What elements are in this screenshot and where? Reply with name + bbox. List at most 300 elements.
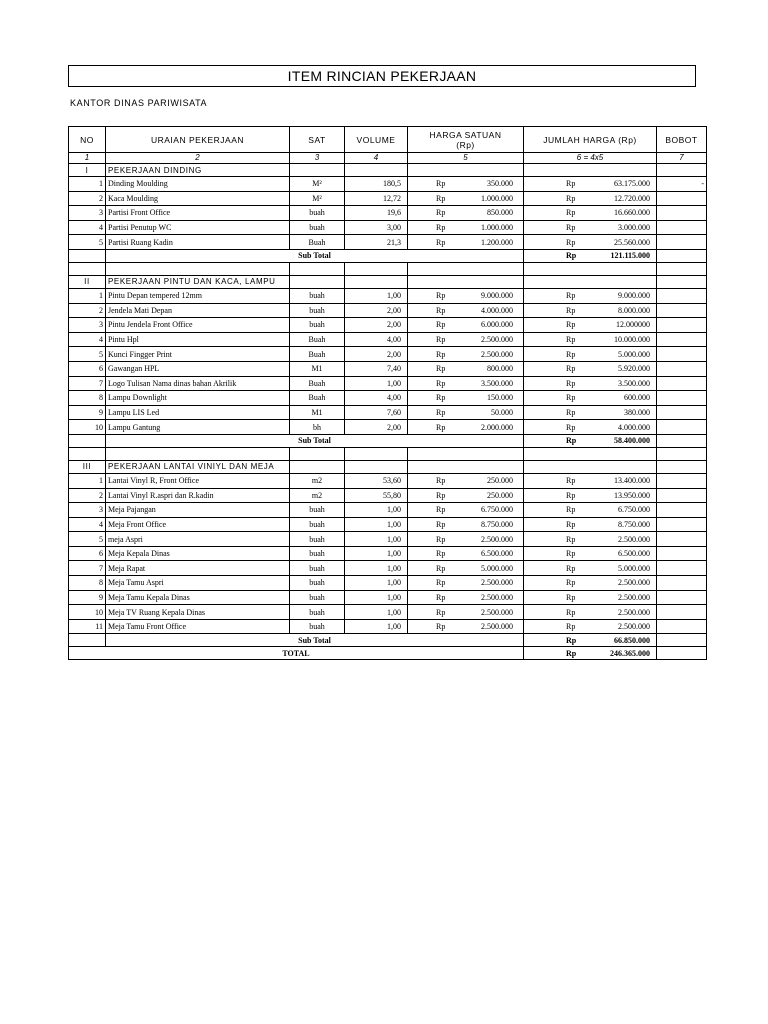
item-total-price: [524, 288, 657, 303]
item-total-price: [524, 561, 657, 576]
empty-cell: [657, 447, 707, 460]
item-number: 10: [69, 420, 106, 435]
currency-label: Rp: [566, 364, 576, 374]
item-weight: -: [657, 177, 707, 192]
item-total-price: [524, 318, 657, 333]
item-unit: Buah: [290, 391, 345, 406]
header-sat: SAT: [290, 127, 345, 153]
item-unit: M²: [290, 191, 345, 206]
grand-total-amount: [524, 647, 657, 660]
item-description: Lampu Gantung: [106, 420, 290, 435]
table-row: [69, 605, 707, 620]
item-description: Meja Pajangan: [106, 503, 290, 518]
table-row: [69, 532, 707, 547]
item-unit-price: [408, 590, 524, 605]
item-number: 2: [69, 488, 106, 503]
item-weight: [657, 220, 707, 235]
item-unit-price-wrap: [410, 177, 521, 190]
item-number: 11: [69, 619, 106, 634]
item-unit-price-value: 6.000.000: [481, 320, 513, 330]
currency-label: Rp: [566, 305, 576, 315]
empty-cell: [69, 447, 106, 460]
item-weight: [657, 619, 707, 634]
currency-label: Rp: [566, 237, 576, 247]
item-unit-price-wrap: [410, 562, 521, 575]
item-description: Lampu Downlight: [106, 391, 290, 406]
item-weight: [657, 332, 707, 347]
item-number: 4: [69, 220, 106, 235]
currency-label: Rp: [436, 378, 446, 388]
item-unit-price-wrap: [410, 391, 521, 404]
item-volume: 12,72: [345, 191, 408, 206]
item-description: Lantai Vinyl R.aspri dan R.kadin: [106, 488, 290, 503]
item-total-price: [524, 405, 657, 420]
item-description: Lantai Vinyl R, Front Office: [106, 473, 290, 488]
item-unit: buah: [290, 605, 345, 620]
column-number: 4: [345, 153, 408, 164]
item-total-price: [524, 332, 657, 347]
empty-cell: [69, 434, 106, 447]
subtotal-amount-value: 66.850.000: [614, 635, 650, 645]
item-unit-price-wrap: [410, 518, 521, 531]
empty-cell: [69, 634, 106, 647]
item-unit: bh: [290, 420, 345, 435]
item-number: 9: [69, 590, 106, 605]
item-weight: [657, 517, 707, 532]
subtotal-label: Sub Total: [106, 634, 524, 647]
currency-label: Rp: [436, 549, 446, 559]
item-description: Partisi Front Office: [106, 206, 290, 221]
subtotal-row: [69, 434, 707, 447]
currency-label: Rp: [566, 519, 576, 529]
currency-label: Rp: [436, 563, 446, 573]
item-unit-price-value: 2.500.000: [481, 578, 513, 588]
item-unit: buah: [290, 220, 345, 235]
item-description: Pintu Depan tempered 12mm: [106, 288, 290, 303]
item-weight: [657, 318, 707, 333]
item-volume: 7,60: [345, 405, 408, 420]
item-unit-price: [408, 576, 524, 591]
item-number: 8: [69, 391, 106, 406]
item-number: 2: [69, 303, 106, 318]
item-total-price-value: 5.920.000: [618, 364, 650, 374]
currency-label: Rp: [566, 490, 576, 500]
item-unit-price-wrap: [410, 503, 521, 516]
item-unit-price-value: 6.500.000: [481, 549, 513, 559]
item-unit-price-value: 1.000.000: [481, 193, 513, 203]
item-total-price-value: 25.560.000: [614, 237, 650, 247]
item-unit-price: [408, 288, 524, 303]
table-row: [69, 220, 707, 235]
item-total-price: [524, 488, 657, 503]
currency-label: Rp: [436, 607, 446, 617]
subtotal-amount: [524, 434, 657, 447]
column-number: 5: [408, 153, 524, 164]
item-weight: [657, 347, 707, 362]
empty-cell: [657, 275, 707, 288]
item-unit-price-wrap: [410, 489, 521, 502]
item-number: 2: [69, 191, 106, 206]
item-unit-price-value: 350.000: [487, 179, 513, 189]
empty-cell: [408, 164, 524, 177]
currency-label: Rp: [566, 223, 576, 233]
item-unit-price-wrap: [410, 533, 521, 546]
item-description: Kunci Fingger Print: [106, 347, 290, 362]
currency-label: Rp: [566, 563, 576, 573]
item-unit-price-value: 2.500.000: [481, 335, 513, 345]
item-weight: [657, 206, 707, 221]
table-row: [69, 420, 707, 435]
currency-label: Rp: [566, 622, 576, 632]
item-unit-price-wrap: [410, 377, 521, 390]
item-unit-price-value: 4.000.000: [481, 305, 513, 315]
item-unit: buah: [290, 517, 345, 532]
currency-label: Rp: [566, 291, 576, 301]
item-unit-price: [408, 605, 524, 620]
item-number: 8: [69, 576, 106, 591]
table-row: [69, 206, 707, 221]
item-unit-price-wrap: [410, 333, 521, 346]
item-total-price: [524, 503, 657, 518]
empty-cell: [524, 447, 657, 460]
item-unit: m2: [290, 473, 345, 488]
currency-label: Rp: [436, 476, 446, 486]
item-total-price-value: 12.000000: [616, 320, 650, 330]
item-unit: buah: [290, 561, 345, 576]
item-total-price: [524, 473, 657, 488]
item-unit-price-wrap: [410, 318, 521, 331]
currency-label: Rp: [436, 208, 446, 218]
empty-cell: [657, 262, 707, 275]
empty-cell: [106, 447, 290, 460]
item-unit-price-value: 2.000.000: [481, 422, 513, 432]
item-unit-price: [408, 619, 524, 634]
subtotal-amount-value: 121.115.000: [610, 251, 650, 261]
item-unit-price-value: 800.000: [487, 364, 513, 374]
item-weight: [657, 473, 707, 488]
item-total-price: [524, 191, 657, 206]
item-total-price-wrap: [526, 421, 654, 434]
item-total-price: [524, 546, 657, 561]
item-unit: M1: [290, 361, 345, 376]
item-volume: 1,00: [345, 288, 408, 303]
item-total-price: [524, 532, 657, 547]
empty-cell: [69, 249, 106, 262]
item-description: Pintu Jendela Front Office: [106, 318, 290, 333]
item-volume: 2,00: [345, 420, 408, 435]
currency-label: Rp: [566, 349, 576, 359]
item-unit: Buah: [290, 347, 345, 362]
item-description: meja Aspri: [106, 532, 290, 547]
item-volume: 1,00: [345, 590, 408, 605]
item-weight: [657, 303, 707, 318]
item-total-price-wrap: [526, 562, 654, 575]
item-unit-price: [408, 191, 524, 206]
item-unit: buah: [290, 532, 345, 547]
item-volume: 1,00: [345, 605, 408, 620]
table-row: [69, 332, 707, 347]
item-unit-price: [408, 177, 524, 192]
item-weight: [657, 376, 707, 391]
item-unit-price-wrap: [410, 206, 521, 219]
currency-label: Rp: [566, 534, 576, 544]
empty-cell: [408, 275, 524, 288]
item-unit-price-wrap: [410, 304, 521, 317]
item-total-price-value: 13.400.000: [614, 476, 650, 486]
item-total-price-wrap: [526, 620, 654, 633]
currency-label: Rp: [436, 349, 446, 359]
item-unit-price: [408, 488, 524, 503]
table-row: [69, 619, 707, 634]
item-volume: 1,00: [345, 561, 408, 576]
table-row: [69, 191, 707, 206]
header-harga-satuan: [408, 127, 524, 153]
section-title: PEKERJAAN LANTAI VINIYL DAN MEJA: [106, 460, 290, 473]
empty-cell: [524, 262, 657, 275]
item-total-price-value: 380.000: [624, 408, 650, 418]
item-unit: buah: [290, 303, 345, 318]
table-row: [69, 517, 707, 532]
column-number: 1: [69, 153, 106, 164]
item-unit-price-value: 150.000: [487, 393, 513, 403]
item-unit-price-wrap: [410, 362, 521, 375]
item-total-price-wrap: [526, 391, 654, 404]
section-title: PEKERJAAN PINTU DAN KACA, LAMPU: [106, 275, 290, 288]
item-total-price: [524, 347, 657, 362]
item-unit-price: [408, 332, 524, 347]
currency-label: Rp: [436, 364, 446, 374]
item-total-price-wrap: [526, 236, 654, 249]
item-total-price-wrap: [526, 304, 654, 317]
empty-cell: [345, 164, 408, 177]
item-number: 1: [69, 288, 106, 303]
empty-cell: [524, 164, 657, 177]
currency-label: Rp: [436, 422, 446, 432]
item-total-price-wrap: [526, 362, 654, 375]
item-unit-price-value: 1.200.000: [481, 237, 513, 247]
item-total-price-value: 3.000.000: [618, 223, 650, 233]
item-volume: 1,00: [345, 503, 408, 518]
currency-label: Rp: [566, 422, 576, 432]
item-volume: 3,00: [345, 220, 408, 235]
item-weight: [657, 405, 707, 420]
section-number: III: [69, 460, 106, 473]
empty-cell: [290, 460, 345, 473]
item-total-price-value: 2.500.000: [618, 578, 650, 588]
item-number: 6: [69, 361, 106, 376]
grand-total-row: [69, 647, 707, 660]
item-total-price: [524, 361, 657, 376]
item-total-price-value: 8.750.000: [618, 519, 650, 529]
currency-label: Rp: [566, 408, 576, 418]
item-total-price: [524, 235, 657, 250]
subtotal-amount-wrap: [526, 636, 654, 645]
item-unit-price: [408, 546, 524, 561]
item-unit-price-value: 8.750.000: [481, 519, 513, 529]
item-unit-price: [408, 517, 524, 532]
currency-label: Rp: [566, 436, 577, 446]
item-number: 5: [69, 532, 106, 547]
empty-cell: [408, 262, 524, 275]
item-volume: 1,00: [345, 517, 408, 532]
item-unit-price: [408, 405, 524, 420]
table-row: [69, 561, 707, 576]
empty-cell: [290, 262, 345, 275]
item-volume: 7,40: [345, 361, 408, 376]
item-unit: Buah: [290, 376, 345, 391]
item-weight: [657, 391, 707, 406]
currency-label: Rp: [436, 237, 446, 247]
currency-label: Rp: [566, 592, 576, 602]
item-total-price-value: 2.500.000: [618, 607, 650, 617]
item-unit-price-wrap: [410, 406, 521, 419]
item-weight: [657, 605, 707, 620]
item-unit-price: [408, 532, 524, 547]
item-total-price-wrap: [526, 503, 654, 516]
item-weight: [657, 576, 707, 591]
item-unit-price-value: 2.500.000: [481, 349, 513, 359]
item-unit-price: [408, 376, 524, 391]
subtotal-amount: [524, 249, 657, 262]
item-weight: [657, 288, 707, 303]
item-description: Kaca Moulding: [106, 191, 290, 206]
item-unit-price: [408, 361, 524, 376]
item-total-price-value: 4.000.000: [618, 422, 650, 432]
section-number: I: [69, 164, 106, 177]
item-volume: 1,00: [345, 532, 408, 547]
currency-label: Rp: [566, 193, 576, 203]
column-number: 2: [106, 153, 290, 164]
item-unit-price-wrap: [410, 620, 521, 633]
item-unit-price: [408, 206, 524, 221]
item-total-price-value: 63.175.000: [614, 179, 650, 189]
item-unit: M²: [290, 177, 345, 192]
item-unit-price-value: 2.500.000: [481, 534, 513, 544]
table-row: [69, 503, 707, 518]
item-unit-price: [408, 473, 524, 488]
item-total-price-wrap: [526, 348, 654, 361]
item-total-price-value: 6.500.000: [618, 549, 650, 559]
item-description: Gawangan HPL: [106, 361, 290, 376]
currency-label: Rp: [566, 335, 576, 345]
currency-label: Rp: [436, 408, 446, 418]
table-row: [69, 376, 707, 391]
item-number: 6: [69, 546, 106, 561]
item-weight: [657, 488, 707, 503]
subtotal-amount-value: 58.400.000: [614, 436, 650, 446]
item-unit-price-wrap: [410, 576, 521, 589]
item-unit-price: [408, 220, 524, 235]
table-row: [69, 177, 707, 192]
table-row: [69, 590, 707, 605]
item-unit-price-value: 250.000: [487, 490, 513, 500]
subtotal-amount-wrap: [526, 436, 654, 445]
table-row: [69, 576, 707, 591]
header-volume: VOLUME: [345, 127, 408, 153]
item-total-price: [524, 177, 657, 192]
item-unit-price-value: 50.000: [491, 408, 513, 418]
item-number: 3: [69, 503, 106, 518]
item-volume: 2,00: [345, 303, 408, 318]
item-total-price-wrap: [526, 518, 654, 531]
empty-cell: [290, 447, 345, 460]
item-volume: 1,00: [345, 546, 408, 561]
item-unit-price-wrap: [410, 547, 521, 560]
item-total-price: [524, 517, 657, 532]
item-unit-price-value: 2.500.000: [481, 592, 513, 602]
item-weight: [657, 561, 707, 576]
table-header-row: [69, 127, 707, 153]
item-total-price: [524, 376, 657, 391]
item-volume: 180,5: [345, 177, 408, 192]
item-total-price: [524, 220, 657, 235]
item-unit-price-wrap: [410, 591, 521, 604]
item-total-price: [524, 605, 657, 620]
item-total-price: [524, 206, 657, 221]
subtotal-amount-wrap: [526, 251, 654, 260]
currency-label: Rp: [436, 291, 446, 301]
item-total-price-wrap: [526, 333, 654, 346]
item-weight: [657, 503, 707, 518]
currency-label: Rp: [436, 223, 446, 233]
item-volume: 19,6: [345, 206, 408, 221]
item-unit-price-wrap: [410, 421, 521, 434]
item-unit-price: [408, 420, 524, 435]
currency-label: Rp: [566, 549, 576, 559]
table-row: [69, 288, 707, 303]
item-unit-price: [408, 347, 524, 362]
item-volume: 4,00: [345, 391, 408, 406]
empty-cell: [524, 460, 657, 473]
table-row: [69, 347, 707, 362]
header-bobot: BOBOT: [657, 127, 707, 153]
section-number: II: [69, 275, 106, 288]
item-description: Lampu LIS Led: [106, 405, 290, 420]
item-unit: buah: [290, 318, 345, 333]
item-volume: 1,00: [345, 376, 408, 391]
item-total-price-value: 2.500.000: [618, 592, 650, 602]
item-description: Meja Kepala Dinas: [106, 546, 290, 561]
item-total-price-wrap: [526, 192, 654, 205]
item-weight: [657, 191, 707, 206]
currency-label: Rp: [436, 179, 446, 189]
item-total-price-wrap: [526, 406, 654, 419]
currency-label: Rp: [436, 320, 446, 330]
item-description: Pintu Hpl: [106, 332, 290, 347]
empty-cell: [657, 249, 707, 262]
item-unit: buah: [290, 206, 345, 221]
document-title: ITEM RINCIAN PEKERJAAN: [68, 65, 696, 87]
empty-cell: [345, 262, 408, 275]
item-unit-price-value: 9.000.000: [481, 291, 513, 301]
item-unit-price: [408, 391, 524, 406]
currency-label: Rp: [436, 578, 446, 588]
item-unit-price-value: 2.500.000: [481, 622, 513, 632]
item-unit: Buah: [290, 235, 345, 250]
item-total-price-wrap: [526, 289, 654, 302]
item-unit: buah: [290, 590, 345, 605]
item-description: Logo Tulisan Nama dinas bahan Akrilik: [106, 376, 290, 391]
item-unit-price-wrap: [410, 606, 521, 619]
header-uraian: URAIAN PEKERJAAN: [106, 127, 290, 153]
item-number: 1: [69, 177, 106, 192]
item-description: Meja TV Ruang Kepala Dinas: [106, 605, 290, 620]
item-number: 7: [69, 376, 106, 391]
item-volume: 1,00: [345, 619, 408, 634]
header-harga-satuan-line2: (Rp): [456, 139, 475, 150]
item-volume: 21,3: [345, 235, 408, 250]
section-header-row: [69, 460, 707, 473]
